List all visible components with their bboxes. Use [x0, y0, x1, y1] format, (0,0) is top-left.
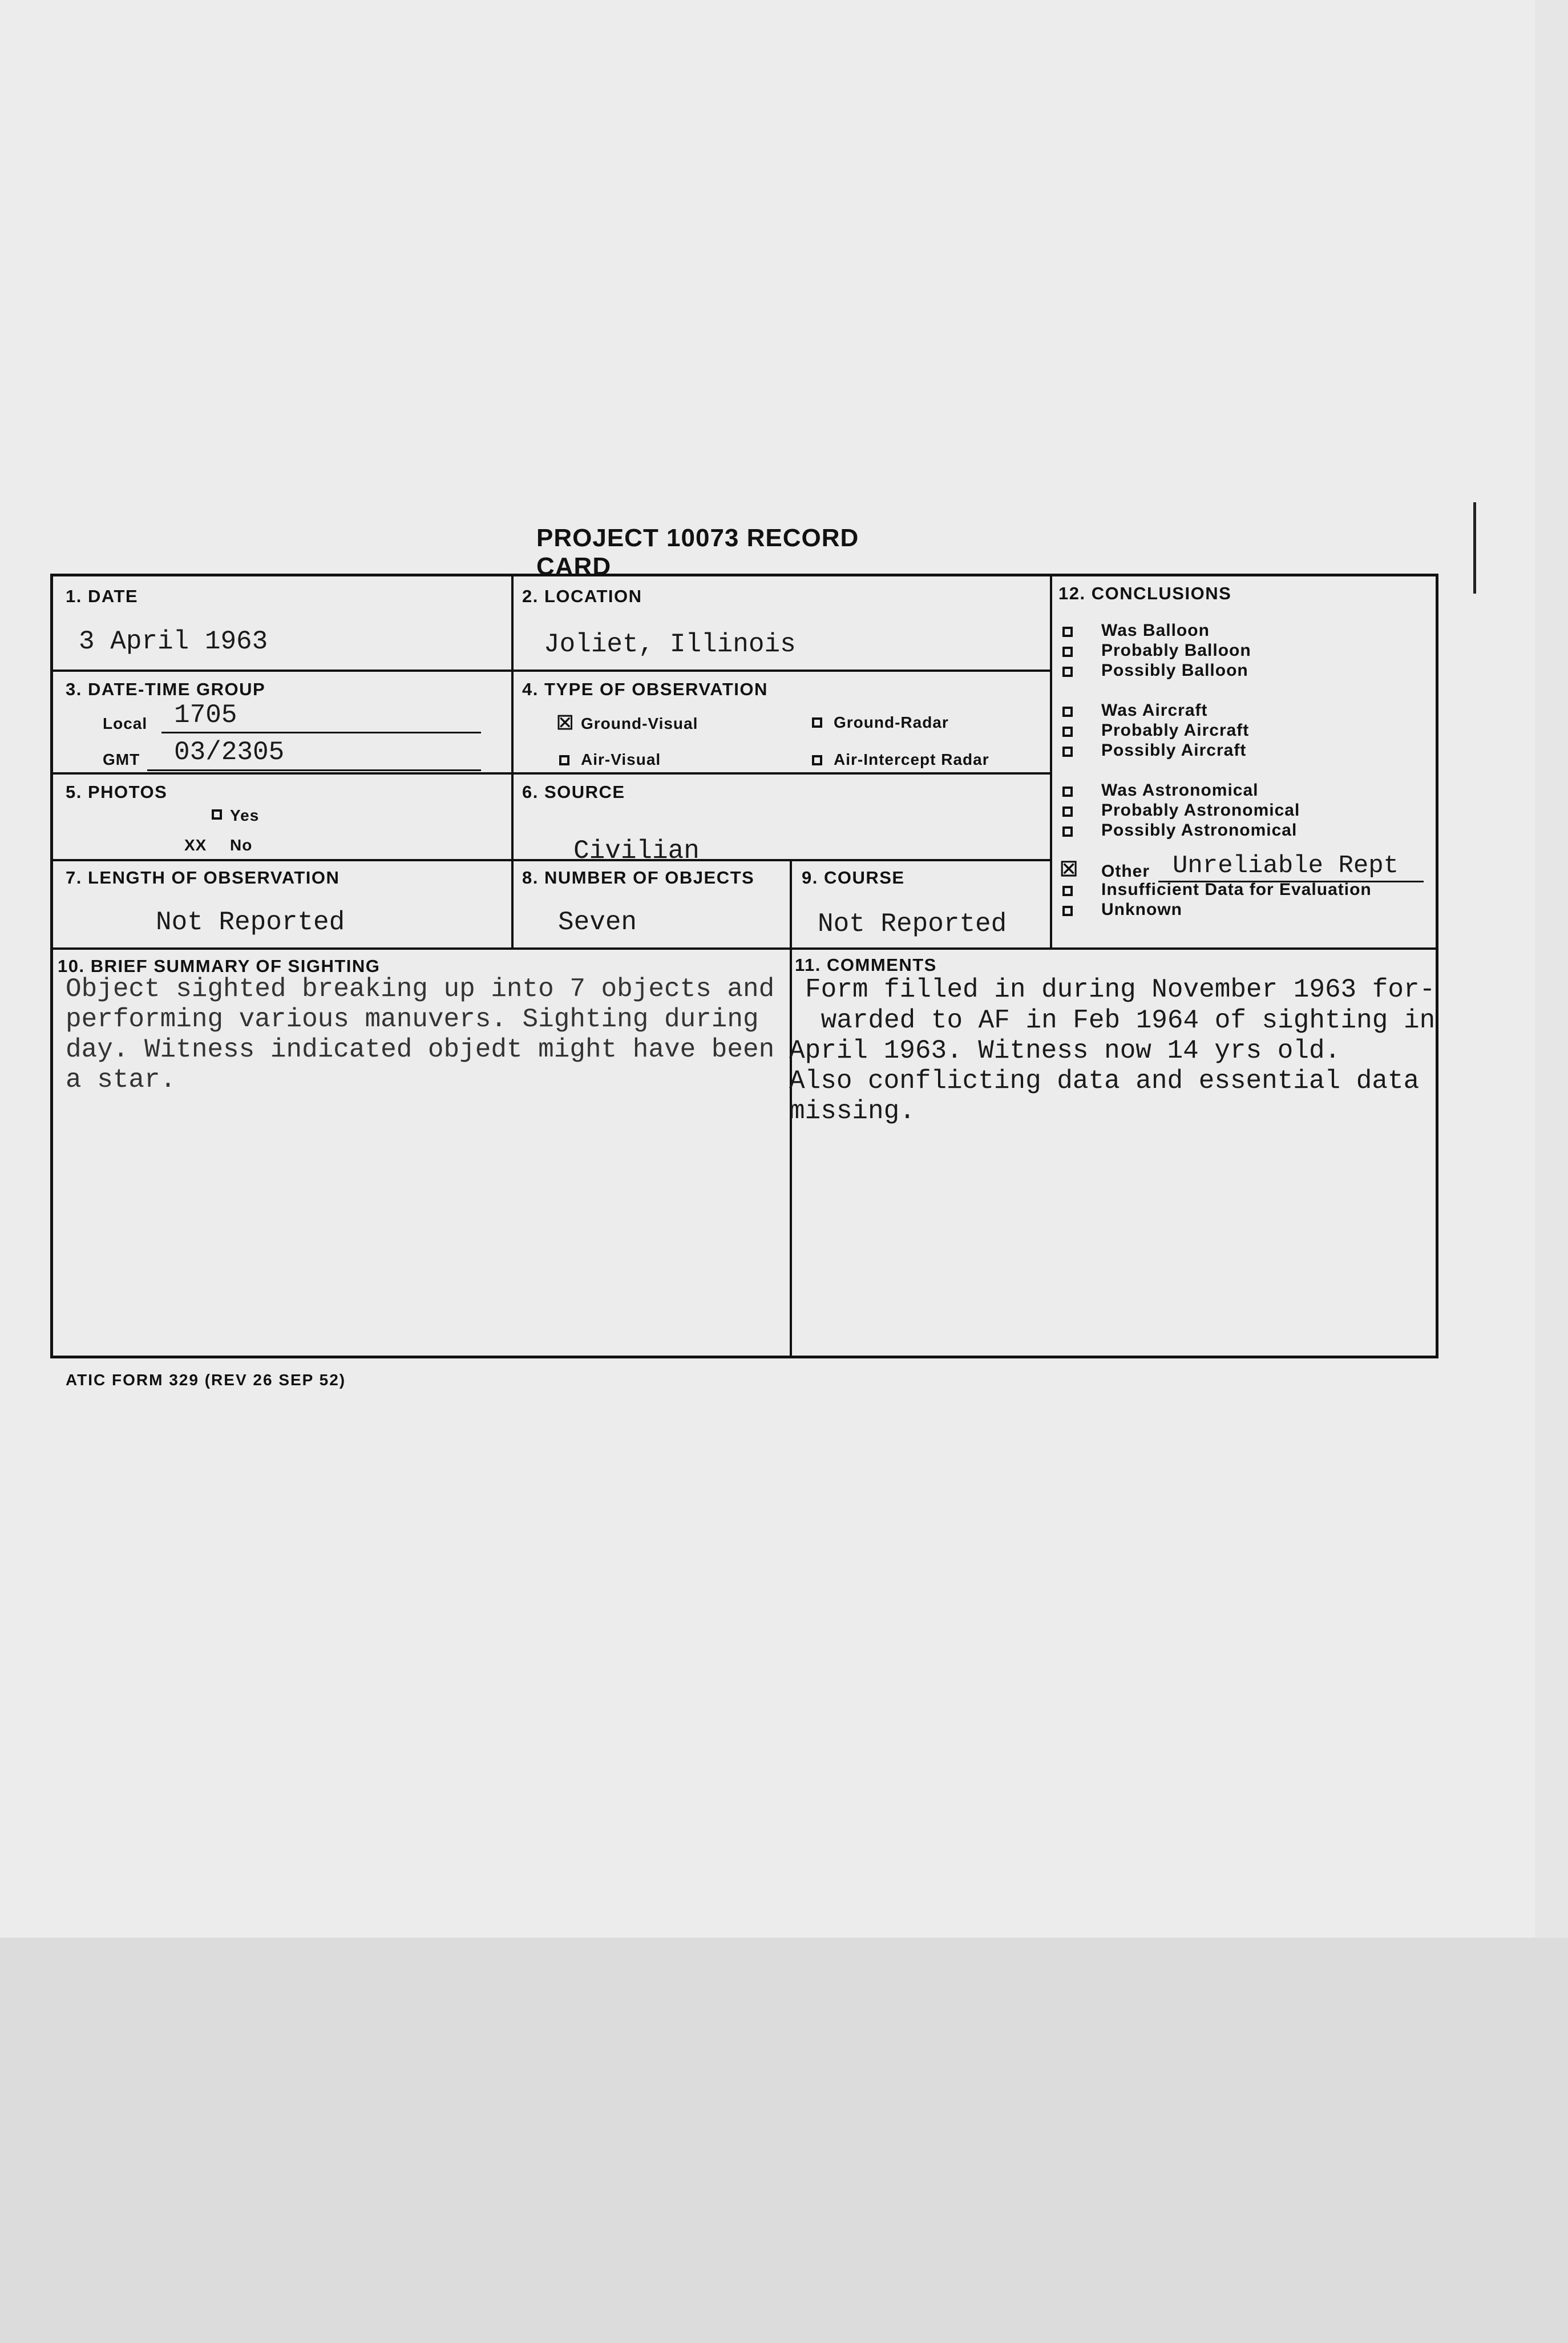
location-label: 2. LOCATION [522, 586, 642, 606]
conclusion-checkbox [1062, 826, 1073, 837]
edge-mark [1473, 502, 1476, 594]
conclusion-unknown: Unknown [1101, 900, 1182, 919]
conclusion-checkbox [1062, 707, 1073, 717]
conclusion-checkbox [1062, 667, 1073, 677]
photos-yes-checkbox [212, 809, 222, 820]
source-value: Civilian [573, 836, 700, 866]
comments-line-2: warded to AF in Feb 1964 of sighting in [805, 1006, 1436, 1035]
photos-no-mark: XX [184, 836, 207, 854]
date-value: 3 April 1963 [79, 627, 268, 656]
conclusion-checkbox [1062, 627, 1073, 637]
number-of-objects-label: 8. NUMBER OF OBJECTS [522, 868, 755, 888]
row-divider-2 [53, 772, 1050, 775]
card-title: PROJECT 10073 RECORD CARD [536, 524, 859, 580]
length-of-observation-value: Not Reported [156, 908, 345, 937]
conclusion-was-astronomical: Was Astronomical [1101, 781, 1259, 800]
type-of-observation-label: 4. TYPE OF OBSERVATION [522, 679, 768, 699]
conclusion-checkbox [1062, 727, 1073, 737]
air-visual-option: Air-Visual [581, 751, 661, 768]
course-value: Not Reported [818, 909, 1007, 939]
conclusion-checkbox [1062, 787, 1073, 797]
conclusion-insufficient-data: Insufficient Data for Evaluation [1101, 880, 1372, 899]
summary-line-2: performing various manuvers. Sighting during [66, 1005, 759, 1034]
conclusion-probably-aircraft: Probably Aircraft [1101, 721, 1250, 740]
col-divider-3 [1050, 576, 1052, 947]
ground-visual-option: Ground-Visual [581, 715, 698, 732]
local-underline [161, 732, 481, 733]
summary-label: 10. BRIEF SUMMARY OF SIGHTING [58, 956, 381, 976]
ground-visual-checked-box: ☒ [556, 712, 575, 734]
number-of-objects-value: Seven [558, 908, 637, 937]
local-value: 1705 [174, 700, 237, 730]
source-label: 6. SOURCE [522, 782, 625, 802]
conclusion-other-label: Other [1101, 862, 1150, 881]
length-of-observation-label: 7. LENGTH OF OBSERVATION [66, 868, 340, 888]
date-time-group-label: 3. DATE-TIME GROUP [66, 679, 266, 699]
ground-radar-checkbox [812, 717, 822, 728]
location-value: Joliet, Illinois [544, 630, 796, 659]
photos-yes-option: Yes [230, 806, 260, 824]
conclusions-label: 12. CONCLUSIONS [1058, 583, 1232, 603]
conclusion-checkbox [1062, 886, 1073, 896]
conclusion-was-balloon: Was Balloon [1101, 621, 1210, 640]
comments-line-4: Also conflicting data and essential data [789, 1066, 1420, 1096]
record-card [50, 574, 1438, 1358]
conclusion-possibly-aircraft: Possibly Aircraft [1101, 741, 1247, 760]
air-visual-checkbox [559, 755, 569, 765]
conclusion-possibly-astronomical: Possibly Astronomical [1101, 821, 1298, 840]
comments-line-5: missing. [789, 1096, 915, 1126]
conclusion-probably-astronomical: Probably Astronomical [1101, 801, 1300, 820]
conclusion-possibly-balloon: Possibly Balloon [1101, 661, 1248, 680]
conclusion-checkbox [1062, 647, 1073, 657]
air-intercept-radar-option: Air-Intercept Radar [834, 751, 989, 768]
conclusion-probably-balloon: Probably Balloon [1101, 641, 1251, 660]
summary-line-3: day. Witness indicated objedt might have been [66, 1035, 775, 1064]
date-label: 1. DATE [66, 586, 139, 606]
gmt-label: GMT [103, 751, 140, 768]
gmt-underline [147, 769, 481, 771]
conclusion-checkbox [1062, 806, 1073, 817]
comments-line-3: April 1963. Witness now 14 yrs old. [789, 1036, 1341, 1066]
summary-line-1: Object sighted breaking up into 7 objects and [66, 974, 775, 1004]
gmt-value: 03/2305 [174, 737, 285, 767]
row-divider-1 [53, 670, 1050, 672]
photos-label: 5. PHOTOS [66, 782, 168, 802]
row-divider-4 [53, 947, 1436, 950]
background-surface [0, 1938, 1568, 2343]
course-label: 9. COURSE [802, 868, 905, 888]
comments-line-1: Form filled in during November 1963 for- [805, 975, 1436, 1005]
form-footer: ATIC FORM 329 (REV 26 SEP 52) [66, 1371, 346, 1389]
col-divider-1 [511, 576, 514, 947]
conclusion-other-checked-box: ☒ [1060, 857, 1079, 881]
row-divider-3 [53, 859, 1050, 861]
local-label: Local [103, 715, 148, 732]
conclusion-was-aircraft: Was Aircraft [1101, 701, 1208, 720]
conclusion-checkbox [1062, 747, 1073, 757]
photos-no-option: No [230, 836, 253, 854]
comments-label: 11. COMMENTS [795, 955, 937, 975]
summary-line-4: a star. [66, 1065, 176, 1095]
air-intercept-radar-checkbox [812, 755, 822, 765]
conclusion-other-value: Unreliable Rept [1173, 852, 1399, 880]
conclusion-checkbox [1062, 906, 1073, 916]
ground-radar-option: Ground-Radar [834, 713, 949, 731]
